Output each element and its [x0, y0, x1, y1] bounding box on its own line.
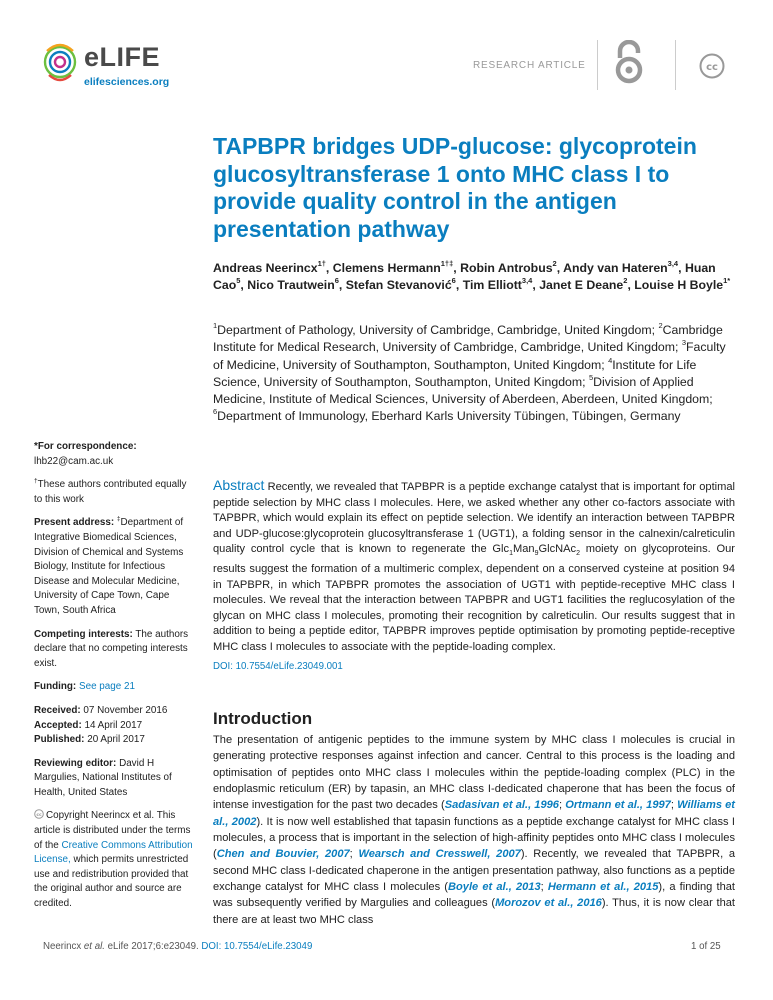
abstract-doi-link[interactable]: DOI: 10.7554/eLife.23049.001 [213, 661, 343, 672]
author-list: Andreas Neerincx$^{1\dagger}$, Clemens Hermann$^{1\dagger\ddagger}$, Robin Antrobus$^2$, Andy van Hateren$^{3,4}$, Huan Cao$^5$, Nico Trautwein$^6$, Stefan Stevanović$^6$, Tim Elliott$^{3,4}$, Janet E Deane$^2$, Louise H Boyle$^{1*}$ [213, 258, 731, 292]
header-divider [675, 40, 676, 90]
svg-text:cc: cc [36, 813, 42, 819]
footer-doi-link[interactable]: DOI: 10.7554/eLife.23049 [201, 941, 313, 952]
reviewing-editor-note: Reviewing editor: David H Margulies, National Institutes of Health, United States [34, 757, 172, 798]
article-type-label: RESEARCH ARTICLE [473, 60, 586, 71]
author-name[interactable]: Clemens Hermann$^{1\dagger\ddagger}$ [332, 258, 454, 275]
article-info-sidebar [34, 440, 196, 921]
author-name[interactable]: Andreas Neerincx$^{1\dagger}$ [213, 258, 326, 275]
author-name[interactable]: Janet E Deane$^2$ [539, 275, 628, 292]
brand-name[interactable]: eLIFE [84, 42, 161, 72]
abstract-heading: Abstract [213, 477, 265, 493]
author-name[interactable]: Andy van Hateren$^{3,4}$ [563, 258, 679, 275]
affiliation-list: $^1$Department of Pathology, University of Cambridge, Cambridge, United Kingdom; $^2$Cambridge Institute for Medical Research, University of Cambridge, Cambridge, United Kingdom; $^3$Faculty of Medicine, University of Southampton, Southampton, United Kingdom; $^4$Institute for Life Science, University of Southampton, Southampton, United Kingdom; $^5$Division of Applied Medicine, Institute of Medical Sciences, University of Aberdeen, Aberdeen, United Kingdom; $^6$Department of Immunology, Eberhard Karls University Tübingen, Tübingen, Germany [213, 320, 726, 424]
creative-commons-icon[interactable] [699, 53, 725, 79]
cc-license-link[interactable]: Creative Commons Attribution License, [34, 839, 193, 866]
elife-logo-icon[interactable] [43, 41, 77, 83]
copyright-note: cc Copyright Neerincx et al. This article is distributed under the terms of the Creative Commons Attribution License, which permits unrestricted use and redistribution provided that the original author and source are credited. [34, 810, 193, 910]
correspondence-note: *For correspondence: lhb22@cam.ac.uk [34, 441, 137, 467]
dates-note: Received: 07 November 2016 Accepted: 14 April 2017 Published: 20 April 2017 [34, 704, 168, 746]
competing-interests-note: Competing interests: The authors declare that no competing interests exist. [34, 628, 189, 669]
introduction-paragraph: The presentation of antigenic peptides to the immune system by MHC class I molecules is crucial in generating protective responses against infection and cancer. Central to this process is the loading and optimisation of peptides onto MHC class I molecules within the peptide-loading complex (PLC) in the endoplasmic reticulum (ER) by tapasin, an MHC class I-dedicated chaperone that has been the focus of intense investigation for the past two decades (Sadasivan et al., 1996; Ortmann et al., 1997; Williams et al., 2002). It is now well established that tapasin functions as a peptide exchange catalyst for MHC class I molecules, a process that is important in the selection of high-affinity peptides onto MHC class I molecules (Chen and Bouvier, 2007; Wearsch and Cresswell, 2007). Recently, we revealed that TAPBPR, a second MHC class I-dedicated chaperone in the antigen presentation pathway, also functions as a peptide exchange catalyst for MHC class I molecules (Boyle et al., 2013; Hermann et al., 2015), a finding that was subsequently verified by Margulies and colleagues (Morozov et al., 2016). Thus, it is now clear that there are at least two MHC class [213, 734, 736, 926]
author-name[interactable]: Robin Antrobus$^2$ [460, 258, 557, 275]
page-number: 1 of 25 [691, 941, 721, 952]
funding-link[interactable]: See page 21 [78, 681, 135, 693]
author-name[interactable]: Tim Elliott$^{3,4}$ [462, 275, 533, 292]
present-address-note: Present address: ‡Department of Integrative Biomedical Sciences, Division of Chemical and Systems Biology, Institute for Infectious Disease and Molecular Medicine, University of Cape Town, Cape Town, South Africa [34, 516, 184, 616]
open-access-lock-icon[interactable] [612, 40, 646, 84]
header-divider [597, 40, 598, 90]
author-name[interactable]: Nico Trautwein$^6$ [247, 275, 339, 292]
correspondence-email[interactable]: lhb22@cam.ac.uk [34, 455, 114, 467]
copyright-cc-icon [34, 809, 44, 819]
citation-link[interactable]: Ortmann et al., 1997 [565, 799, 671, 812]
svg-text:cc: cc [706, 62, 718, 73]
abstract: Abstract Recently, we revealed that TAPBPR is a peptide exchange catalyst that is important for optimal peptide selection by MHC class I molecules. Here, we asked whether any other co-factors associate with TAPBPR, which would explain its effect on peptide selection. We identify an interaction between TAPBPR and UDP-glucose:glycoprotein glucosyltransferase 1 (UGT1), a folding sensor in the calnexin/calreticulin quality control cycle that is known to regenerate the Glc$_1$Man$_9$GlcNAc$_2$ moiety on glycoproteins. Our results suggest the formation of a multimeric complex, dependent on a conserved cysteine at position 94 in TAPBPR, in which TAPBPR promotes the association of UGT1 with peptide-receptive MHC class I molecules. We reveal that the interaction between TAPBPR and UGT1 facilities the reglucosylation of the glycan on MHC class I molecules, promoting their recognition by calreticulin. Our results suggest that in addition to being a peptide editor, TAPBPR improves peptide optimisation by promoting peptide-receptive MHC class I molecules to associate with the peptide-loading complex. [213, 477, 735, 653]
citation-link[interactable]: Chen and Bouvier, 2007 [216, 848, 350, 861]
citation-link[interactable]: Sadasivan et al., 1996 [444, 799, 559, 812]
footer-citation: Neerincx et al. eLife 2017;6:e23049. DOI: 10.7554/eLife.23049 [43, 941, 313, 952]
author-name[interactable]: Louise H Boyle$^{1*}$ [634, 275, 731, 292]
citation-link[interactable]: Wearsch and Cresswell, 2007 [358, 848, 521, 861]
funding-note: Funding: See page 21 [34, 681, 135, 693]
brand-url[interactable]: elifesciences.org [84, 76, 170, 88]
author-name[interactable]: Huan Cao$^5$ [213, 261, 716, 292]
equal-contribution-note: †These authors contributed equally to this work [34, 477, 187, 505]
citation-link[interactable]: Morozov et al., 2016 [495, 897, 602, 910]
introduction-heading: Introduction [213, 709, 313, 728]
citation-link[interactable]: Williams et al., 2002 [213, 799, 735, 828]
article-title: TAPBPR bridges UDP-glucose: glycoprotein glucosyltransferase 1 onto MHC class I to provide quality control in the antigen presentation pathway [213, 133, 697, 242]
citation-link[interactable]: Boyle et al., 2013 [448, 881, 541, 894]
author-name[interactable]: Stefan Stevanović$^6$ [345, 275, 456, 292]
citation-link[interactable]: Hermann et al., 2015 [547, 881, 659, 894]
